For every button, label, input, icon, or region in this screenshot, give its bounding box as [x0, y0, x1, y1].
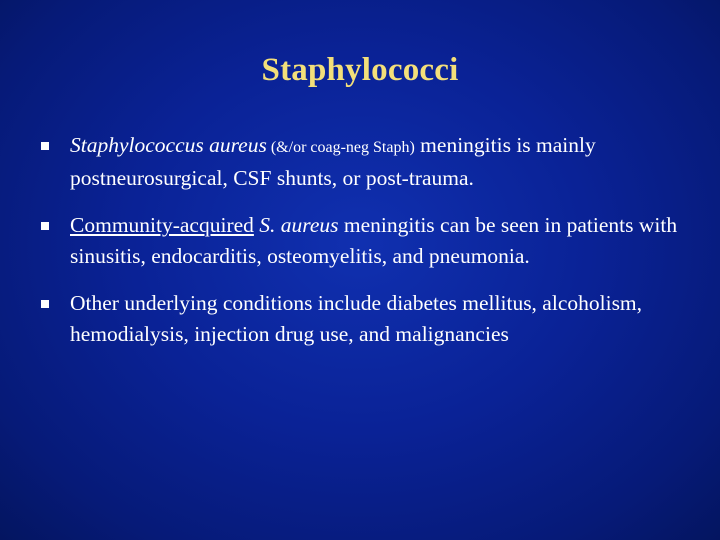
bullet-item: [38, 288, 708, 350]
bullet-text-body: meningitis is mainly postneurosurgical, CSF shunts, or post-trauma.: [70, 133, 596, 190]
parenthetical-note: (&/or coag-neg Staph): [266, 139, 415, 156]
square-bullet-icon: [41, 142, 49, 150]
square-bullet-icon: [41, 300, 49, 308]
organism-name: S. aureus: [259, 213, 339, 237]
underlined-term: Community-acquired: [70, 213, 254, 237]
organism-name: Staphylococcus aureus: [70, 133, 267, 157]
bullet-text: [70, 291, 642, 346]
bullet-item: [38, 130, 708, 194]
bullet-text: [70, 133, 596, 190]
slide-title: Staphylococci: [261, 52, 459, 88]
bullet-text-body: meningitis can be seen in patients with sinusitis, endocarditis, osteomyelitis, and pneumonia.: [70, 213, 678, 268]
bullet-item: [38, 210, 708, 272]
bullet-list: [38, 130, 708, 366]
square-bullet-icon: [41, 222, 49, 230]
bullet-text-body: Other underlying conditions include diabetes mellitus, alcoholism, hemodialysis, injection drug use, and malignancies: [70, 291, 643, 346]
bullet-text: [70, 213, 677, 268]
